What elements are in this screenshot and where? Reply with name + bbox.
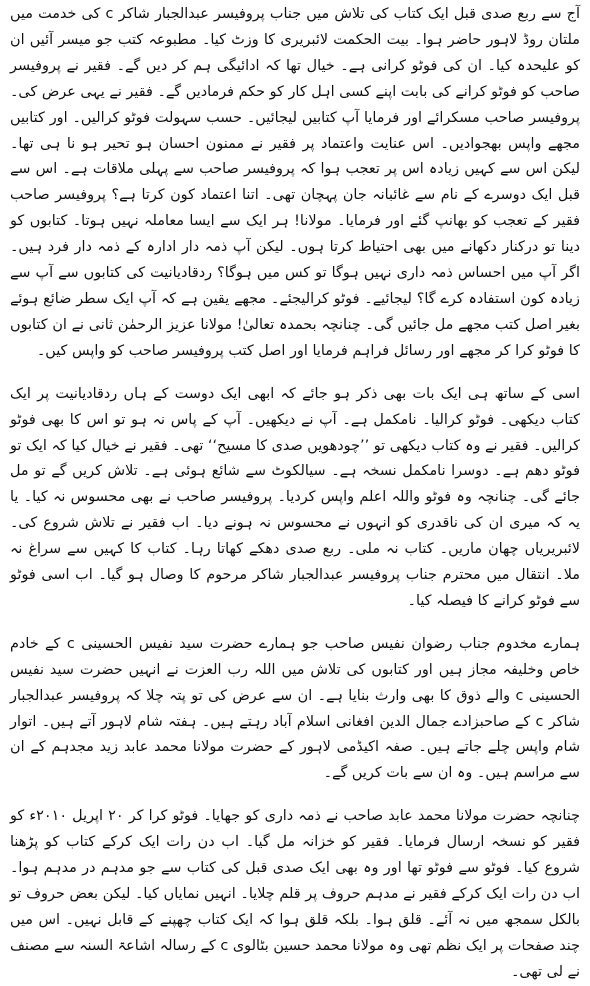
paragraph-1: آج سے ربع صدی قبل ایک کتاب کی تلاش میں جناب پروفیسر عبدالجبار شاکر c کی خدمت میں ملتان روڈ لاہور حاضر ہوا۔ بیت الحکمت لائبریری کا وزٹ کیا۔ مطبوعہ کتب جو میسر آئیں ان کو علیحدہ کیا۔ ان کی فوٹو کرانی ہے۔ خیال تھا کہ ادائیگی ہم کر دیں گے۔ فقیر نے پروفیسر صاحب کو فوٹو کرانے کی بابت اپنے کسی اہل کار کو حکم فرمادیں گے۔ فقیر نے یہی عرض کی۔ پروفیسر صاحب مسکرائے اور فرمایا آپ کتابیں لیجائیں۔ حسب سہولت فوٹو کرالیں۔ اور کتابیں مجھے واپس بھجوادیں۔ اس عنایت واعتماد پر فقیر نے ممنون احسان ہو تحیر ہو نا ہی تھا۔ لیکن اس سے کہیں زیادہ اس پر تعجب ہوا کہ پروفیسر صاحب سے پہلی ملاقات ہے۔ اس سے قبل ایک دوسرے کے نام سے غائبانہ جان پہچان تھی۔ اتنا اعتماد کون کرتا ہے؟ پروفیسر صاحب فقیر کے تعجب کو بھانپ گئے اور فرمایا۔ مولانا! ہر ایک سے ایسا معاملہ نہیں ہوتا۔ کتابوں کو دینا تو درکنار دکھانے میں بھی احتیاط کرتا ہوں۔ لیکن آپ ذمہ دار ادارہ کے ذمہ دار فرد ہیں۔ اگر آپ میں احساس ذمہ داری نہیں ہوگا تو کس میں ہوگا؟ ردقادیانیت کی کتابوں سے آپ سے زیادہ کون استفادہ کرے گا؟ لیجائیے۔ فوٹو کرالیجئے۔ مجھے یقین ہے کہ آپ ایک سطر ضائع ہوئے بغیر اصل کتب مجھے مل جائیں گی۔ چنانچہ بحمدہ تعالیٰ! مولانا عزیز الرحمٰن ثانی نے ان کتابوں کا فوٹو کرا کر مجھے اور رسائل فراہم فرمایا اور اصل کتب پروفیسر صاحب کو واپس کیں۔ bbox=[10, 6, 580, 359]
paragraph-2: اسی کے ساتھ ہی ایک بات بھی ذکر ہو جائے کہ ابھی ایک دوست کے ہاں ردقادیانیت پر ایک کتاب دیکھی۔ فوٹو کرالیا۔ نامکمل ہے۔ آپ نے دیکھیں۔ آپ کے پاس نہ ہو تو اس کا بھی فوٹو کرالیں۔ فقیر نے وہ کتاب دیکھی تو ’’چودھویں صدی کا مسیح‘‘ تھی۔ فقیر نے خیال کیا کہ ایک تو فوٹو دھم ہے۔ دوسرا نامکمل نسخہ ہے۔ سیالکوٹ سے شائع ہوئی ہے۔ تلاش کریں گے تو مل جائے گی۔ چنانچہ وہ فوٹو واللہ اعلم واپس کردیا۔ پروفیسر صاحب نے بھی محسوس نہ کیا۔ یا یہ کہ میری ان کی ناقدری کو انہوں نے محسوس نہ ہونے دیا۔ اب فقیر نے تلاش شروع کی۔ لائبریریاں چھان ماریں۔ کتاب نہ ملی۔ ربع صدی دھکے کھاتا رہا۔ کتاب کا کہیں سے سراغ نہ ملا۔ انتقال میں محترم جناب پروفیسر عبدالجبار شاکر مرحوم کا وصال ہو گیا۔ اب اسی فوٹو سے فوٹو کرانے کا فیصلہ کیا۔ bbox=[10, 385, 580, 609]
paragraph-3: ہمارے مخدوم جناب رضوان نفیس صاحب جو ہمارے حضرت سید نفیس الحسینی c کے خادم خاص وخلیفہ مجاز ہیں اور کتابوں کی تلاش میں اللہ رب العزت نے انہیں حضرت سید نفیس الحسینی c والے ذوق کا بھی وارث بنایا ہے۔ ان سے عرض کی تو پتہ چلا کہ پروفیسر عبدالجبار شاکر c کے صاحبزادے جمال الدین افغانی اسلام آباد رہتے ہیں۔ ہفتہ شام لاہور آتے ہیں۔ اتوار شام واپس چلے جاتے ہیں۔ صفہ اکیڈمی لاہور کے حضرت مولانا محمد عابد زید مجدہم کے ان سے مراسم ہیں۔ وہ ان سے بات کریں گے۔ bbox=[10, 635, 581, 782]
paragraph-4: چنانچہ حضرت مولانا محمد عابد صاحب نے ذمہ داری کو جھایا۔ فوٹو کرا کر ۲۰ اپریل ۲۰۱۰ء کو فقیر کو نسخہ ارسال فرمایا۔ فقیر کو خزانہ مل گیا۔ اب دن رات ایک کرکے کتاب کو پڑھنا شروع کیا۔ فوٹو سے فوٹو تھا اور وہ بھی ایک صدی قبل کی کتاب سے جو مدہم در مدہم ہوا۔ اب دن رات ایک کرکے فقیر نے مدہم حروف پر قلم چلایا۔ انہیں نمایاں کیا۔ لیکن بعض حروف تو بالکل سمجھ میں نہ آئے۔ قلق ہوا۔ بلکہ قلق ہوا کہ ایک کتاب چھپنے کے قابل نہیں۔ اس میں چند صفحات پر ایک نظم تھی وہ مولانا محمد حسین بٹالوی c کے رسالہ اشاعۃ السنہ سے مصنف نے لی تھی۔ bbox=[10, 808, 580, 980]
document-page bbox=[10, 0, 581, 980]
